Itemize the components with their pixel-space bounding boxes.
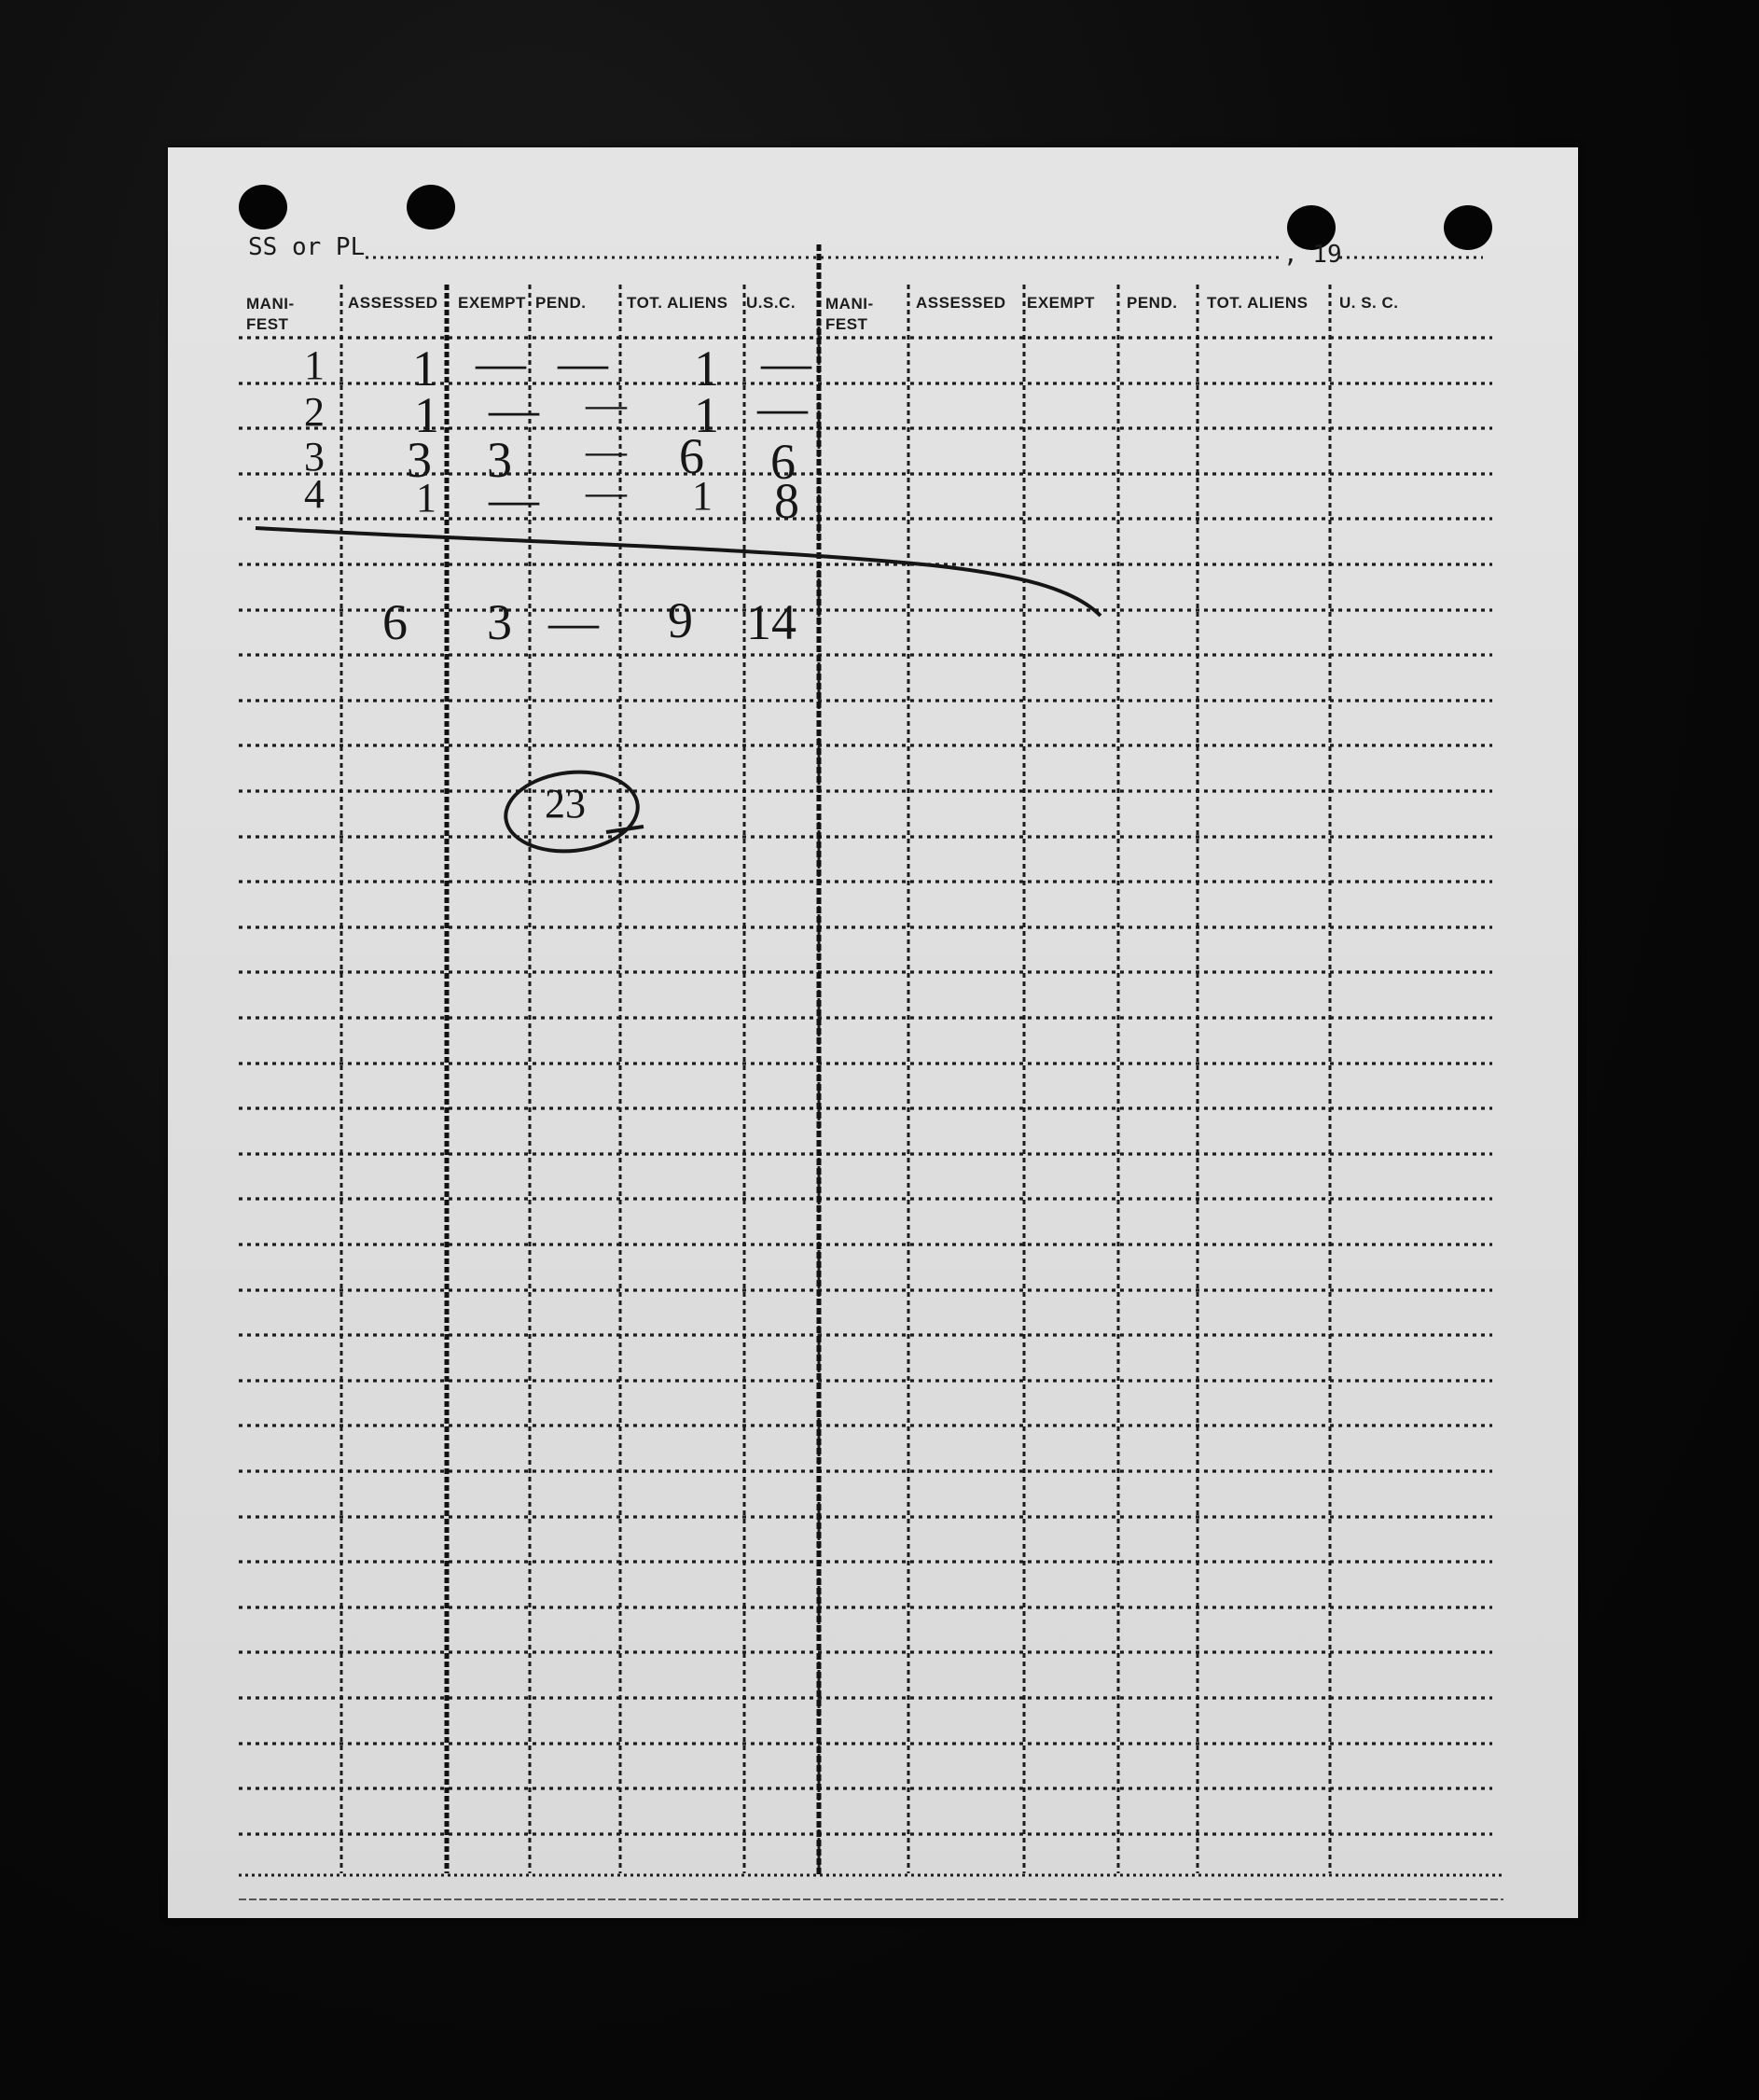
row2-usc: — xyxy=(757,380,808,436)
col-head-assessed-left: ASSESSED xyxy=(348,294,438,312)
total-assessed: 6 xyxy=(382,594,408,650)
col-head-tot-aliens-right: TOT. ALIENS xyxy=(1207,294,1309,312)
total-exempt: 3 xyxy=(487,594,512,650)
row1-usc: — xyxy=(761,335,811,391)
col-head-pend-left: PEND. xyxy=(535,294,587,312)
year-label: , 19 xyxy=(1283,241,1342,269)
col-head-exempt-right: EXEMPT xyxy=(1027,294,1095,312)
ss-or-pl-label: SS or PL xyxy=(248,233,366,261)
row2-manifest: 2 xyxy=(304,389,325,435)
row2-exempt: — xyxy=(489,382,539,438)
row1-manifest: 1 xyxy=(304,342,325,388)
row3-manifest: 3 xyxy=(304,434,325,480)
row4-manifest: 4 xyxy=(304,471,325,517)
row4-assessed: 1 xyxy=(416,475,436,521)
row3-tot-aliens: 6 xyxy=(679,428,704,484)
row3-pend: — xyxy=(586,428,627,474)
row4-usc: 8 xyxy=(774,473,799,529)
row4-pend: — xyxy=(586,469,627,515)
col-head-usc-right: U. S. C. xyxy=(1339,294,1399,312)
row1-exempt: — xyxy=(476,335,526,391)
row2-tot-aliens: 1 xyxy=(694,387,719,443)
col-head-exempt-left: EXEMPT xyxy=(458,294,526,312)
row1-pend: — xyxy=(558,335,608,391)
col-head-usc-left: U.S.C. xyxy=(746,294,796,312)
row1-tot-aliens: 1 xyxy=(694,341,719,396)
col-head-pend-right: PEND. xyxy=(1127,294,1178,312)
col-head-tot-aliens-left: TOT. ALIENS xyxy=(627,294,728,312)
total-usc: 14 xyxy=(746,594,796,650)
col-head-manifest-right: MANI- FEST xyxy=(825,295,874,333)
row4-exempt: — xyxy=(489,471,539,527)
col-head-assessed-right: ASSESSED xyxy=(916,294,1006,312)
row1-assessed: 1 xyxy=(412,341,437,396)
circled-total: 23 xyxy=(545,781,586,827)
row2-pend: — xyxy=(586,382,627,427)
row4-tot-aliens: 1 xyxy=(692,473,713,519)
row2-assessed: 1 xyxy=(414,387,439,443)
col-head-manifest-left: MANI- FEST xyxy=(246,295,295,333)
row3-assessed: 3 xyxy=(407,432,432,488)
row3-usc: 6 xyxy=(770,434,796,490)
total-tot-aliens: 9 xyxy=(668,592,693,648)
row3-exempt: 3 xyxy=(487,432,512,488)
total-pend: — xyxy=(548,594,599,650)
